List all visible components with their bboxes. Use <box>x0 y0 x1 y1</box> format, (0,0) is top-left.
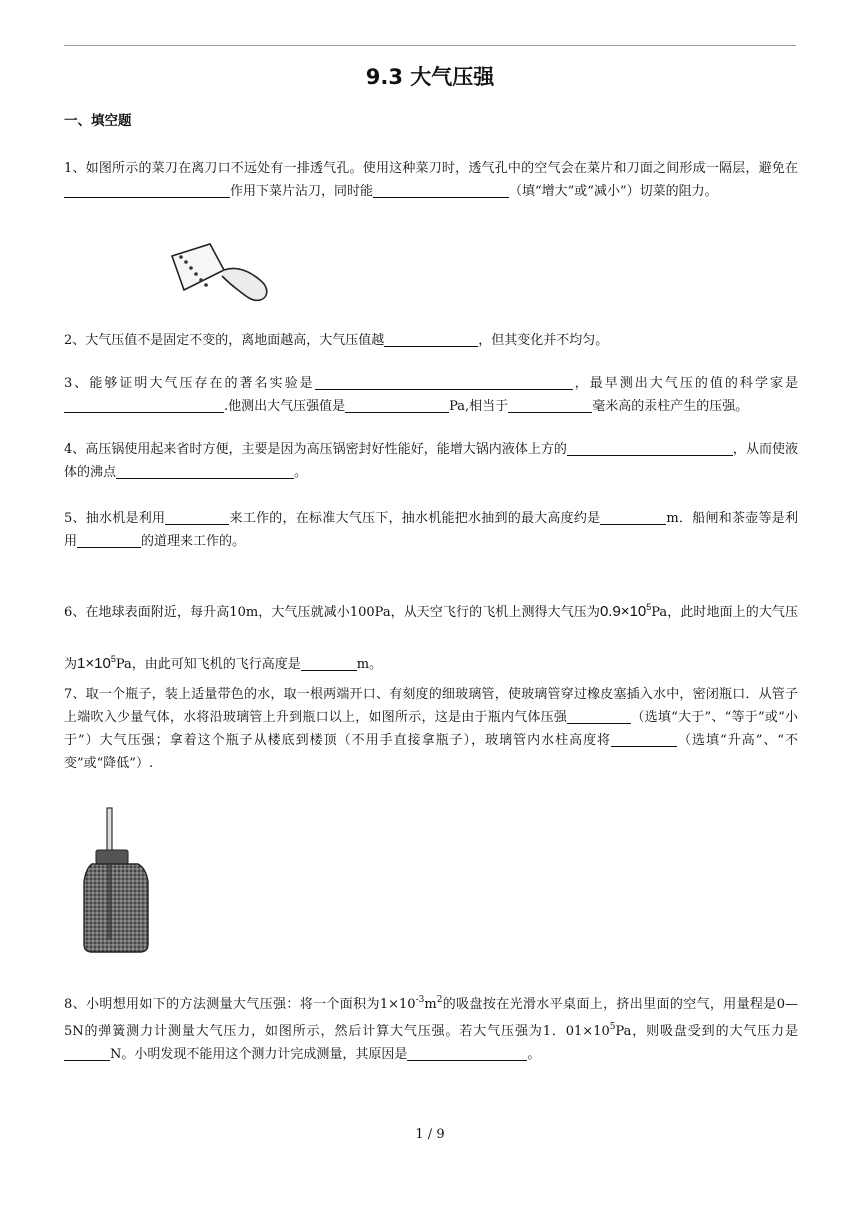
answer-blank[interactable] <box>165 509 229 525</box>
answer-blank[interactable] <box>407 1045 527 1061</box>
bottle-with-tube-image <box>78 806 158 954</box>
pressure-value-plane: $0.9\times 10^5$ <box>599 602 652 620</box>
page-number: 1 / 9 <box>415 1127 445 1142</box>
answer-blank[interactable] <box>611 731 677 747</box>
section-heading: 一、填空题 <box>64 113 132 129</box>
answer-blank[interactable] <box>301 655 357 671</box>
answer-blank[interactable] <box>77 532 141 548</box>
question-2: 2、大气压值不是固定不变的，离地面越高，大气压值越 ，但其变化并不均匀。 <box>64 333 609 348</box>
header-rule <box>64 45 796 46</box>
question-1: 1、如图所示的菜刀在离刀口不远处有一排透气孔。使用这种菜刀时，透气孔中的空气会在菜片和刀面之间形成一隔层，避免在作用下菜片沾刀，同时能 （填“增大”或“减小”）切菜的阻力。 <box>64 161 798 199</box>
pressure-value-ground: $1\times 10^5$ <box>77 654 116 672</box>
answer-blank[interactable] <box>315 374 573 390</box>
question-7: 7、取一个瓶子，装上适量带色的水，取一根两端开口、有刻度的细玻璃管，使玻璃管穿过橡皮塞插入水中，密闭瓶口．从管子上端吹入少量气体，水将沿玻璃管上升到瓶口以上，如图所示，这是由于瓶内气体压强 （选填“大于”、“等于”或“小于”）大气压强；拿着这个瓶子从楼底到楼顶（不用手直接拿瓶子），玻璃管内水柱高度将 （选填“升高”、“不变”或“降低”）. <box>64 687 798 771</box>
answer-blank[interactable] <box>64 1045 110 1061</box>
answer-blank[interactable] <box>116 463 294 479</box>
question-6: 6、在地球表面附近，每升高10m，大气压就减小100Pa，从天空飞行的飞机上测得大气压为$0.9\times 10^5Pa$，此时地面上的大气压为$1\times 10^5Pa$，由此可知飞机的飞行高度是 m。 <box>64 602 798 672</box>
answer-blank[interactable] <box>384 331 478 347</box>
question-4: 4、高压锅使用起来省时方便，主要是因为高压锅密封好性能好，能增大锅内液体上方的 ，从而使液体的沸点 。 <box>64 442 798 480</box>
answer-blank[interactable] <box>345 397 449 413</box>
answer-blank[interactable] <box>64 182 230 198</box>
page-title: 9.3 大气压强 <box>365 65 495 89</box>
question-3: 3、能够证明大气压存在的著名实验是 ，最早测出大气压的值的科学家是.他测出大气压强值是 Pa,相当于 毫米高的汞柱产生的压强。 <box>64 376 798 414</box>
answer-blank[interactable] <box>508 397 592 413</box>
question-5: 5、抽水机是利用 来工作的，在标准大气压下，抽水机能把水抽到的最大高度约是 m．船闸和茶壶等是利用 的道理来工作的。 <box>64 511 798 549</box>
answer-blank[interactable] <box>600 509 666 525</box>
answer-blank[interactable] <box>64 397 224 413</box>
cleaver-knife-image <box>166 240 272 304</box>
question-8: 8、小明想用如下的方法测量大气压强：将一个面积为$1\times 10^{-3}m^2$的吸盘按在光滑水平桌面上，挤出里面的空气，用量程是0—5N的弹簧测力计测量大气压力，如图所示，然后计算大气压强。若大气压强为1．$01\times 10^5Pa$，则吸盘受到的大气压力是N。小明发现不能用这个测力计完成测量，其原因是 。 <box>64 995 798 1062</box>
answer-blank[interactable] <box>567 440 733 456</box>
answer-blank[interactable] <box>567 708 631 724</box>
answer-blank[interactable] <box>373 182 509 198</box>
